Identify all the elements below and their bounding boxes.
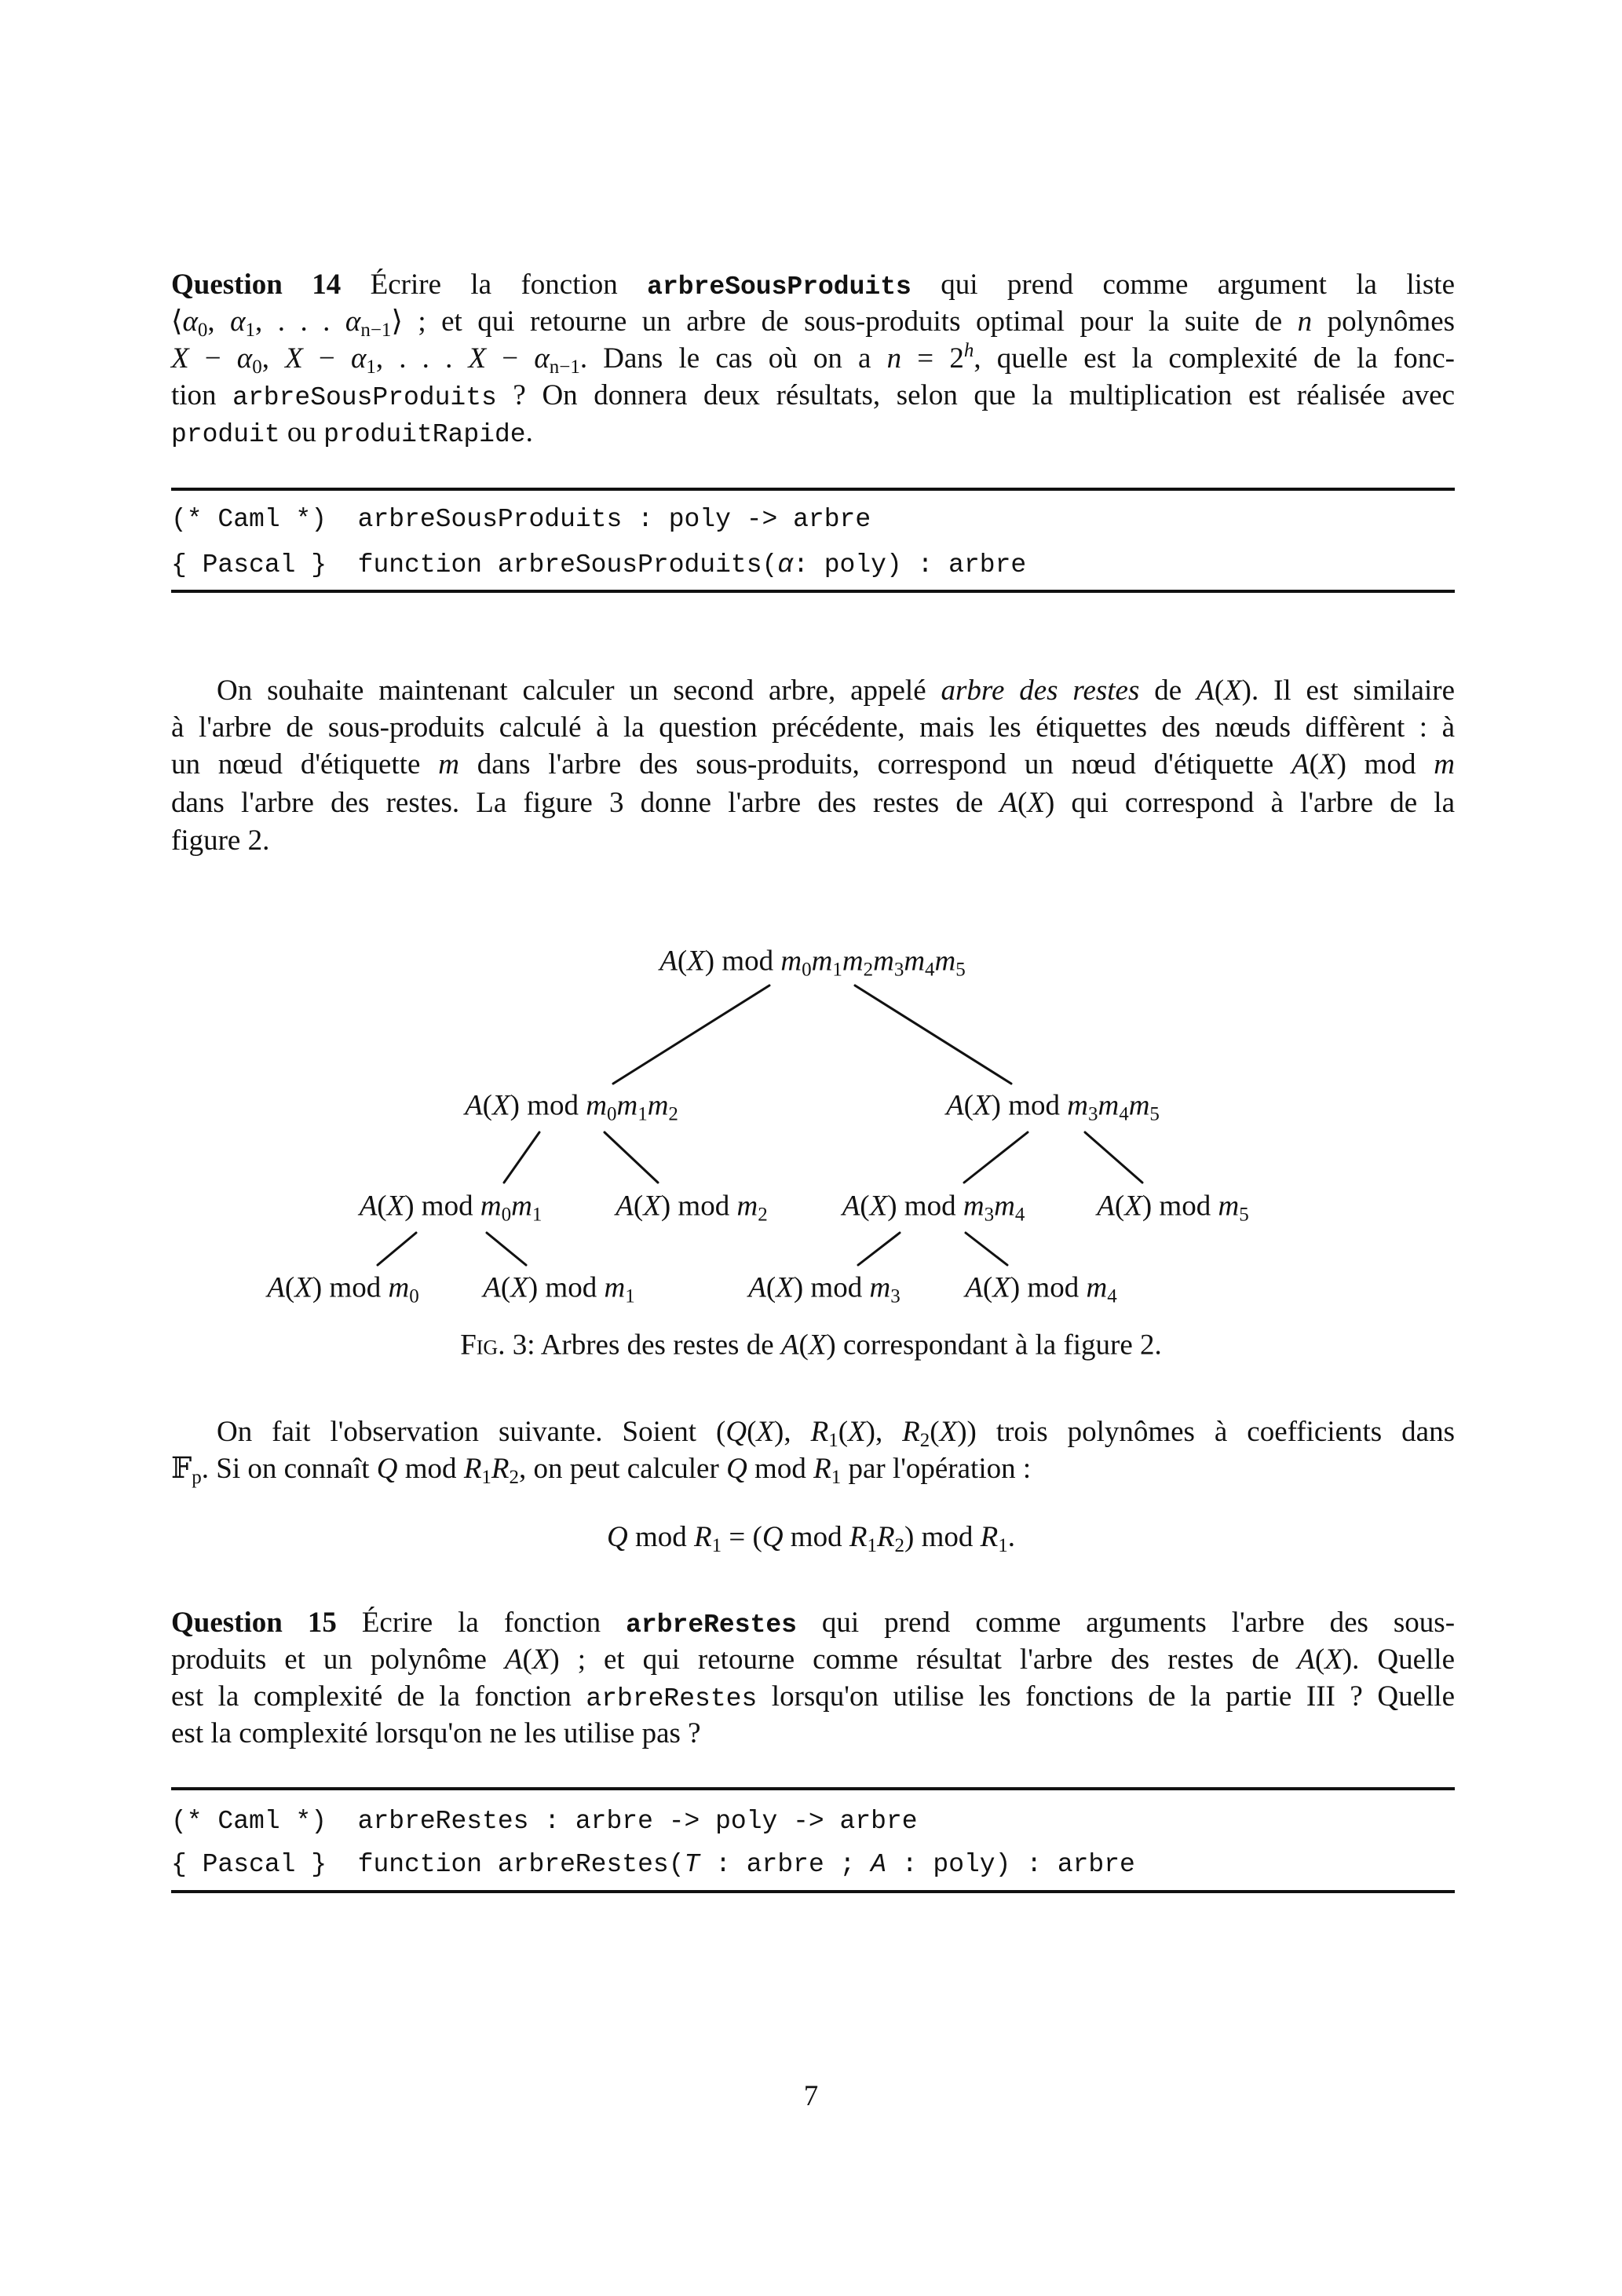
text-segment: , . . . xyxy=(255,305,345,338)
tree-edge xyxy=(855,985,1011,1084)
tree-node-leaf xyxy=(483,1270,634,1307)
text-segment: 1 xyxy=(532,1204,542,1226)
text-segment: m xyxy=(616,1089,638,1122)
text-segment: qui prend comme arguments l'arbre des sous- xyxy=(796,1607,1456,1639)
tree-node xyxy=(360,1188,542,1225)
text-segment: arbreRestes xyxy=(586,1684,758,1713)
text-segment: ) correspondant à la figure 2. xyxy=(826,1329,1162,1362)
text-segment: : arbre ; xyxy=(700,1850,871,1879)
text-segment: 1 xyxy=(828,1430,838,1451)
text-segment: . 3: Arbres des restes de xyxy=(498,1329,781,1362)
text-segment: )) trois polynômes à coefficients dans xyxy=(957,1416,1455,1448)
text-segment: 5 xyxy=(1239,1204,1249,1226)
figure-caption xyxy=(460,1327,1162,1364)
text-segment: A xyxy=(946,1089,964,1122)
text-segment: R xyxy=(491,1453,510,1485)
text-segment: 1 xyxy=(637,1103,648,1125)
text-segment: dans l'arbre des sous-produits, correspond un nœud d'étiquette xyxy=(458,748,1292,781)
text-segment: ( xyxy=(482,1089,493,1122)
text-segment: X xyxy=(643,1190,661,1223)
text-segment: X xyxy=(532,1643,550,1676)
text-segment: m xyxy=(934,945,956,978)
text-segment: ( xyxy=(1214,675,1225,707)
text-segment: 1 xyxy=(481,1467,491,1488)
text-segment: m xyxy=(480,1190,502,1223)
tree-node xyxy=(946,1088,1160,1124)
question-15-line xyxy=(171,1641,1455,1678)
text-segment: m xyxy=(1434,748,1455,781)
text-segment: 0 xyxy=(409,1285,419,1307)
tree-edge xyxy=(613,985,769,1084)
text-segment: ( xyxy=(1309,748,1319,781)
text-segment: , quelle est la complexité de la fonc- xyxy=(974,342,1455,375)
text-segment: On fait l'observation suivante. Soient ( xyxy=(217,1416,726,1448)
text-segment: Q xyxy=(725,1416,747,1448)
text-segment: ( xyxy=(500,1271,511,1304)
text-segment: tion xyxy=(171,379,233,411)
tree-node xyxy=(1097,1188,1248,1225)
text-segment: ( xyxy=(838,1416,849,1448)
text-segment: α xyxy=(534,342,550,375)
text-segment: ( xyxy=(633,1190,644,1223)
text-segment: Question 15 xyxy=(171,1607,337,1639)
tree-node-leaf xyxy=(965,1270,1116,1307)
page-number: 7 xyxy=(803,2080,819,2112)
text-segment: X xyxy=(510,1271,528,1304)
text-segment: Question 14 xyxy=(171,269,342,301)
text-segment: A xyxy=(483,1271,501,1304)
text-segment: est la complexité de la fonction xyxy=(171,1680,586,1713)
text-segment: n−1 xyxy=(360,320,392,341)
text-segment: α xyxy=(350,342,367,375)
text-segment: , xyxy=(261,342,286,375)
text-segment: m xyxy=(736,1190,758,1223)
signature-caml xyxy=(171,1803,918,1840)
text-segment: ou xyxy=(279,416,324,448)
text-segment: figure 2. xyxy=(171,824,270,857)
text-segment: ( xyxy=(522,1643,532,1676)
text-segment: 5 xyxy=(955,959,966,981)
text-segment: Écrire la fonction xyxy=(341,269,648,301)
text-segment: produits et un polynôme xyxy=(171,1643,505,1676)
text-segment: ) mod xyxy=(793,1271,870,1304)
text-segment: A xyxy=(1097,1190,1115,1223)
text-segment: R xyxy=(810,1416,829,1448)
question-15-line xyxy=(171,1604,1455,1641)
text-segment: − xyxy=(188,342,237,375)
text-segment: A xyxy=(842,1190,860,1223)
text-segment: X xyxy=(687,945,705,978)
text-segment: X xyxy=(992,1271,1010,1304)
text-segment: A xyxy=(748,1271,766,1304)
tree-edge xyxy=(378,1233,416,1265)
text-segment: n xyxy=(1297,305,1313,338)
text-segment: − xyxy=(486,342,535,375)
text-segment: m xyxy=(963,1190,985,1223)
text-segment: 3 xyxy=(893,959,904,981)
question-15-line xyxy=(171,1715,1455,1752)
tree-edge xyxy=(964,1132,1028,1183)
text-segment: 0 xyxy=(501,1204,512,1226)
text-segment: ) mod xyxy=(528,1271,605,1304)
text-segment: ( xyxy=(963,1089,974,1122)
text-segment: X xyxy=(756,1416,775,1448)
text-segment: arbreRestes xyxy=(626,1610,797,1640)
text-segment: { Pascal } function arbreSousProduits( xyxy=(171,550,778,579)
text-segment: ) mod xyxy=(404,1190,480,1223)
text-segment: 𝔽 xyxy=(171,1453,192,1485)
text-segment: 2 xyxy=(668,1103,678,1125)
text-segment: m xyxy=(1067,1089,1088,1122)
text-segment: X xyxy=(294,1271,312,1304)
text-segment: qui prend comme argument la liste xyxy=(911,269,1455,301)
tree-edge xyxy=(605,1132,658,1183)
text-segment: ) mod xyxy=(510,1089,586,1122)
text-segment: polynômes xyxy=(1312,305,1456,338)
text-segment: un nœud d'étiquette xyxy=(171,748,439,781)
text-segment: ) mod xyxy=(704,945,781,978)
text-segment: ⟨ xyxy=(171,305,183,338)
text-segment: , on peut calculer xyxy=(519,1453,727,1485)
text-segment: R xyxy=(980,1521,999,1553)
text-segment: m xyxy=(438,748,459,781)
text-segment: n xyxy=(886,342,902,375)
text-segment: m xyxy=(873,945,894,978)
text-segment: ) mod xyxy=(904,1521,981,1553)
text-segment: arbre des restes xyxy=(941,675,1140,707)
text-segment: 1 xyxy=(366,356,376,378)
paragraph-line xyxy=(171,1450,1455,1487)
text-segment: n−1 xyxy=(549,356,580,378)
text-segment: R xyxy=(849,1521,868,1553)
text-segment: . Si on connaît xyxy=(201,1453,377,1485)
text-segment: ( xyxy=(930,1416,940,1448)
tree-node xyxy=(616,1188,767,1225)
text-segment: dans l'arbre des restes. La figure 3 donne l'arbre des restes de xyxy=(171,787,1000,819)
text-segment: à l'arbre de sous-produits calculé à la question précédente, mais les étiquettes des nœuds diffèrent : à xyxy=(171,711,1455,744)
paragraph-line xyxy=(171,1413,1455,1450)
text-segment: R xyxy=(694,1521,712,1553)
text-segment: Écrire la fonction xyxy=(336,1607,627,1639)
text-segment: = 2 xyxy=(901,342,964,375)
text-segment: ( xyxy=(677,945,688,978)
text-segment: Q xyxy=(726,1453,747,1485)
text-segment: ) mod xyxy=(312,1271,389,1304)
text-segment: 0 xyxy=(606,1103,617,1125)
tree-edge xyxy=(1085,1132,1142,1183)
text-segment: On souhaite maintenant calculer un second arbre, appelé xyxy=(217,675,941,707)
text-segment: m xyxy=(904,945,926,978)
text-segment: : poly) : arbre xyxy=(886,1850,1135,1879)
text-segment: m xyxy=(869,1271,891,1304)
text-segment: X xyxy=(1318,748,1337,781)
text-segment: ). Il est similaire xyxy=(1241,675,1455,707)
text-segment: ⟩ ; et qui retourne un arbre de sous-produits optimal pour la suite de xyxy=(391,305,1298,338)
text-segment: 4 xyxy=(925,959,935,981)
text-segment: mod xyxy=(747,1453,814,1485)
text-segment: ) mod xyxy=(991,1089,1068,1122)
text-segment: ( xyxy=(1017,787,1028,819)
text-segment: A xyxy=(359,1190,378,1223)
text-segment: m xyxy=(1098,1089,1120,1122)
rule-divider xyxy=(171,1787,1455,1790)
text-segment: 2 xyxy=(509,1467,520,1488)
text-segment: 2 xyxy=(758,1204,768,1226)
text-segment: Q xyxy=(606,1521,628,1553)
text-segment: m xyxy=(811,945,833,978)
text-segment: X xyxy=(808,1329,827,1362)
text-segment: = ( xyxy=(721,1521,762,1553)
text-segment: mod xyxy=(397,1453,464,1485)
text-segment: m xyxy=(388,1271,410,1304)
text-segment: X xyxy=(492,1089,510,1122)
text-segment: A xyxy=(267,1271,285,1304)
text-segment: α xyxy=(236,342,253,375)
text-segment: α xyxy=(777,550,794,579)
text-segment: ), xyxy=(774,1416,811,1448)
text-segment: 1 xyxy=(832,959,842,981)
text-segment: 2 xyxy=(863,959,874,981)
text-segment: 0 xyxy=(197,320,208,341)
text-segment: Q xyxy=(376,1453,398,1485)
question-15-line xyxy=(171,1678,1455,1715)
text-segment: X xyxy=(1124,1190,1142,1223)
text-segment: ( xyxy=(1114,1190,1125,1223)
text-segment: Q xyxy=(762,1521,784,1553)
text-segment: h xyxy=(963,340,974,361)
tree-node-leaf xyxy=(748,1270,900,1307)
text-segment: m xyxy=(842,945,864,978)
tree-edge xyxy=(504,1132,539,1183)
text-segment: X xyxy=(776,1271,794,1304)
text-segment: 5 xyxy=(1149,1103,1160,1125)
tree-node-leaf xyxy=(267,1270,418,1307)
text-segment: . Dans le cas où on a xyxy=(579,342,887,375)
text-segment: ) mod xyxy=(660,1190,737,1223)
text-segment: ) qui correspond à l'arbre de la xyxy=(1044,787,1456,819)
text-segment: ) mod xyxy=(1336,748,1434,781)
tree-edge xyxy=(858,1233,900,1265)
tree-edge xyxy=(487,1233,526,1265)
text-segment: α xyxy=(182,305,198,338)
text-segment: X xyxy=(468,342,487,375)
text-segment: ( xyxy=(284,1271,295,1304)
text-segment: X xyxy=(1027,787,1045,819)
text-segment: 0 xyxy=(252,356,262,378)
text-segment: ( xyxy=(798,1329,809,1362)
text-segment: m xyxy=(647,1089,669,1122)
text-segment: ? On donnera deux résultats, selon que la multiplication est réalisée avec xyxy=(496,379,1455,411)
text-segment: , xyxy=(207,305,231,338)
text-segment: X xyxy=(1324,1643,1343,1676)
text-segment: R xyxy=(463,1453,482,1485)
text-segment: 1 xyxy=(711,1535,722,1556)
text-segment: mod xyxy=(627,1521,694,1553)
text-segment: 4 xyxy=(1119,1103,1129,1125)
text-segment: m xyxy=(586,1089,607,1122)
text-segment: (* Caml *) arbreSousProduits : poly -> arbre xyxy=(171,505,871,534)
text-segment: m xyxy=(1128,1089,1150,1122)
text-segment: X xyxy=(171,342,189,375)
text-segment: produit xyxy=(171,420,280,449)
text-segment: A xyxy=(1291,748,1310,781)
text-segment: 4 xyxy=(1014,1204,1025,1226)
text-segment: X xyxy=(848,1416,866,1448)
text-segment: m xyxy=(511,1190,532,1223)
text-segment: . xyxy=(525,416,533,448)
text-segment: − xyxy=(302,342,351,375)
text-segment: p xyxy=(192,1467,202,1488)
text-segment: . xyxy=(1007,1521,1016,1553)
text-segment: produitRapide xyxy=(323,420,526,449)
text-segment: A xyxy=(659,945,678,978)
text-segment: 2 xyxy=(919,1430,930,1451)
text-segment: ( xyxy=(1314,1643,1325,1676)
text-segment: 3 xyxy=(890,1285,901,1307)
text-segment: arbreSousProduits xyxy=(647,272,911,302)
text-segment: : poly) : arbre xyxy=(793,550,1027,579)
text-segment: X xyxy=(386,1190,405,1223)
text-segment: ) mod xyxy=(1142,1190,1218,1223)
text-segment: A xyxy=(465,1089,483,1122)
text-segment: X xyxy=(974,1089,992,1122)
signature-pascal xyxy=(171,1846,1135,1883)
text-segment: α xyxy=(345,305,361,338)
text-segment: 3 xyxy=(984,1204,995,1226)
text-segment: 3 xyxy=(1087,1103,1098,1125)
text-segment: X xyxy=(869,1190,888,1223)
text-segment: ( xyxy=(860,1190,870,1223)
text-segment: (* Caml *) arbreRestes : arbre -> poly -> arbre xyxy=(171,1807,918,1836)
text-segment: par l'opération : xyxy=(841,1453,1032,1485)
text-segment: ) mod xyxy=(1010,1271,1087,1304)
text-segment: ) ; et qui retourne comme résultat l'arbre des restes de xyxy=(550,1643,1298,1676)
text-segment: 1 xyxy=(998,1535,1008,1556)
text-segment: X xyxy=(1224,675,1242,707)
tree-node xyxy=(842,1188,1025,1225)
text-segment: 1 xyxy=(625,1285,635,1307)
text-segment: T xyxy=(684,1850,700,1879)
text-segment: R xyxy=(813,1453,831,1485)
text-segment: est la complexité lorsqu'on ne les utilise pas ? xyxy=(171,1717,701,1749)
text-segment: ( xyxy=(982,1271,993,1304)
text-segment: de xyxy=(1139,675,1197,707)
text-segment: ) mod xyxy=(887,1190,963,1223)
display-equation xyxy=(0,1519,1622,1556)
text-segment: A xyxy=(1297,1643,1315,1676)
text-segment: A xyxy=(871,1850,886,1879)
text-segment: m xyxy=(994,1190,1015,1223)
text-segment: 2 xyxy=(894,1535,905,1556)
text-segment: R xyxy=(876,1521,895,1553)
text-segment: m xyxy=(780,945,802,978)
text-segment: 1 xyxy=(831,1467,842,1488)
text-segment: Fig xyxy=(460,1329,499,1362)
text-segment: 1 xyxy=(245,320,256,341)
text-segment: ( xyxy=(765,1271,776,1304)
text-segment: m xyxy=(1218,1190,1240,1223)
text-segment: α xyxy=(230,305,246,338)
text-segment: A xyxy=(780,1329,799,1362)
text-segment: A xyxy=(999,787,1018,819)
text-segment: ), xyxy=(865,1416,903,1448)
text-segment: R xyxy=(902,1416,920,1448)
tree-node xyxy=(465,1088,678,1124)
text-segment: X xyxy=(285,342,303,375)
text-segment: A xyxy=(1196,675,1215,707)
text-segment: A xyxy=(965,1271,983,1304)
rule-divider xyxy=(171,1890,1455,1893)
text-segment: arbreSousProduits xyxy=(232,383,497,412)
text-segment: { Pascal } function arbreRestes( xyxy=(171,1850,685,1879)
text-segment: lorsqu'on utilise les fonctions de la partie III ? Quelle xyxy=(757,1680,1455,1713)
text-segment: mod xyxy=(783,1521,849,1553)
text-segment: ( xyxy=(377,1190,387,1223)
text-segment: A xyxy=(504,1643,523,1676)
text-segment: 1 xyxy=(867,1535,877,1556)
text-segment: X xyxy=(939,1416,958,1448)
text-segment: ( xyxy=(747,1416,757,1448)
text-segment: A xyxy=(616,1190,634,1223)
text-segment: m xyxy=(1086,1271,1108,1304)
text-segment: , . . . xyxy=(375,342,469,375)
text-segment: m xyxy=(604,1271,626,1304)
text-segment: 4 xyxy=(1107,1285,1117,1307)
text-segment: 0 xyxy=(802,959,812,981)
tree-edge xyxy=(966,1233,1007,1265)
tree-node-root xyxy=(659,943,966,980)
text-segment: ). Quelle xyxy=(1342,1643,1455,1676)
